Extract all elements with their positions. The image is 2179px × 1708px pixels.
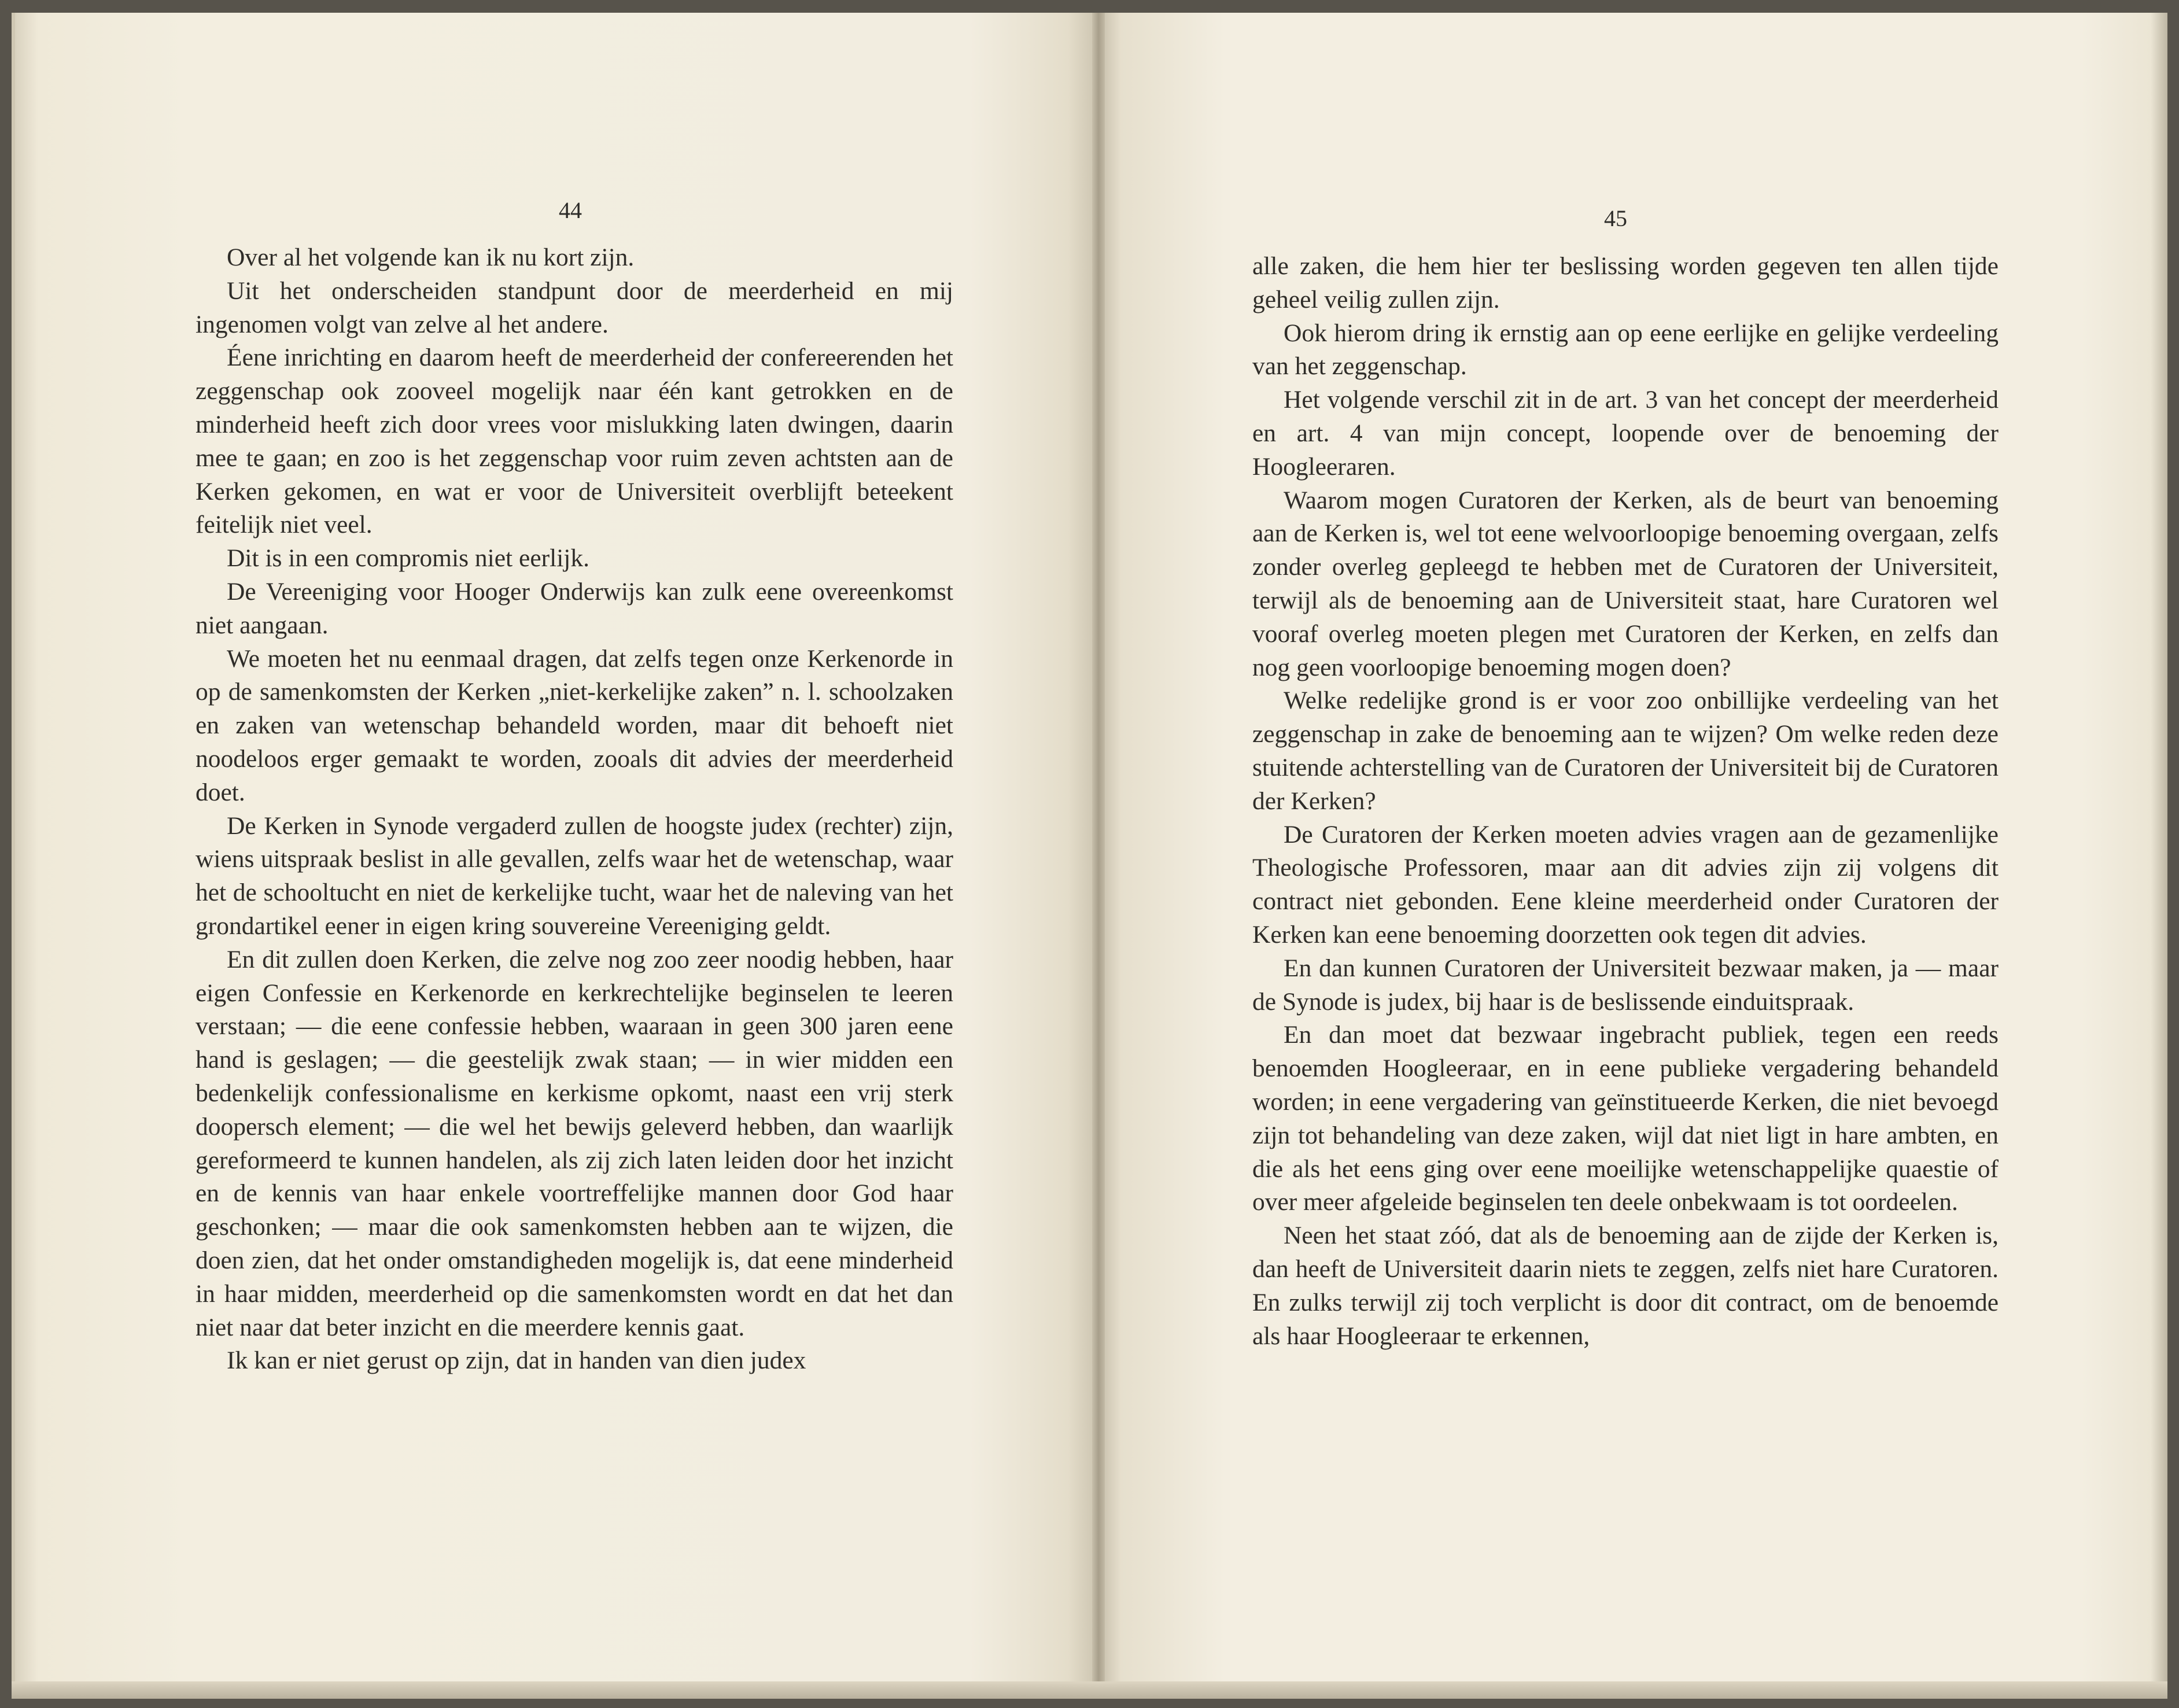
paragraph: En dit zullen doen Kerken, die zelve nog zoo zeer noodig hebben, haar eigen Confessie en Kerkenorde en kerkrechtelijke beginselen te leeren verstaan; — die eene confessie hebben, waaraan in geen 300 jaren eene hand is geslagen; — die geestelijk zwak staan; — in wier midden een bedenkelijk confessionalisme en kerkisme opkomt, naast een vrij sterk doopersch element; — die wel het bewijs geleverd hebben, dan waarlijk gereformeerd te kunnen handelen, als zij zich laten leiden door het inzicht en de kennis van haar enkele voortreffelijke mannen door God haar geschonken; — maar die ook samenkomsten hebben aan te wijzen, die doen zien, dat het onder omstandigheden mogelijk is, dat eene minderheid in haar midden, meerderheid op die samenkomsten wordt en dat het dan niet naar dat beter inzicht en die meerdere kennis gaat. [196, 945, 953, 1341]
paragraph: De Curatoren der Kerken moeten advies vragen aan de gezamenlijke Theologische Professoren, maar aan dit advies zijn zij volgens dit contract niet gebonden. Eene kleine meerderheid onder Curatoren der Kerken kan eene benoeming doorzetten ook tegen dit advies. [1252, 820, 1999, 949]
paragraph: Welke redelijke grond is er voor zoo onbillijke verdeeling van het zeggenschap in zake de benoeming aan te wijzen? Om welke reden deze stuitende achterstelling van de Curatoren der Universiteit bij de Curatoren der Kerken? [1252, 687, 1999, 815]
paragraph: De Kerken in Synode vergaderd zullen de hoogste judex (rechter) zijn, wiens uitspraak beslist in alle gevallen, zelfs waar het de wetenschap, waar het de schooltucht en niet de kerkelijke tucht, waar het de naleving van het grondartikel eener in eigen kring souvereine Vereeniging geldt. [196, 811, 953, 940]
page-body [196, 241, 953, 1378]
paragraph: Over al het volgende kan ik nu kort zijn. [227, 244, 635, 271]
page-number: 44 [559, 197, 582, 223]
paragraph: Éene inrichting en daarom heeft de meerderheid der confereerenden het zeggenschap ook zooveel mogelijk naar één kant getrokken en de minderheid heeft zich door vrees voor mislukking laten dwingen, daarin mee te gaan; en zoo is het zeggenschap voor ruim zeven achtsten aan de Kerken gekomen, en wat er voor de Universiteit overblijft beteekent feitelijk niet veel. [196, 344, 953, 539]
paragraph: alle zaken, die hem hier ter beslissing worden gegeven ten allen tijde geheel veilig zullen zijn. [1252, 252, 1999, 313]
paragraph: Ook hierom dring ik ernstig aan op eene eerlijke en gelijke verdeeling van het zeggenschap. [1252, 319, 1999, 381]
paragraph: En dan kunnen Curatoren der Universiteit bezwaar maken, ja — maar de Synode is judex, bij haar is de beslissende einduitspraak. [1252, 954, 1999, 1016]
paragraph: En dan moet dat bezwaar ingebracht publiek, tegen een reeds benoemden Hoogleeraar, en in eene publieke vergadering behandeld worden; in eene vergadering van geïnstitueerde Kerken, die niet bevoegd zijn tot behandeling van deze zaken, wijl dat niet ligt in hare ambten, en die als het eens ging over eene moeilijke wetenschappelijke quaestie of over meer afgeleide beginselen ten deele onbekwaam is tot oordeelen. [1252, 1021, 1999, 1216]
book-spread [12, 13, 2167, 1699]
paragraph: Uit het onderscheiden standpunt door de meerderheid en mij ingenomen volgt van zelve al het andere. [196, 276, 953, 338]
paragraph: De Vereeniging voor Hooger Onderwijs kan zulk eene overeenkomst niet aangaan. [196, 577, 953, 639]
page-edges [12, 1681, 2167, 1699]
paragraph: Het volgende verschil zit in de art. 3 van het concept der meerderheid en art. 4 van mijn concept, loopende over de benoeming der Hoogleeraren. [1252, 386, 1999, 481]
paragraph: Neen het staat zóó, dat als de benoeming aan de zijde der Kerken is, dan heeft de Universiteit daarin niets te zeggen, zelfs niet hare Curatoren. En zulks terwijl zij toch verplicht is door dit contract, om de benoemde als haar Hoogleeraar te erkennen, [1252, 1222, 1999, 1350]
left-page [12, 13, 1101, 1699]
right-page [1098, 13, 2167, 1699]
paragraph: Dit is in een compromis niet eerlijk. [227, 544, 589, 573]
page-body [1252, 250, 1999, 1353]
paragraph: We moeten het nu eenmaal dragen, dat zelfs tegen onze Kerkenorde in op de samenkomsten der Kerken „niet-kerkelijke zaken” n. l. schoolzaken en zaken van wetenschap behandeld worden, maar dit behoeft niet noodeloos erger gemaakt te worden, zooals dit advies der meerderheid doet. [196, 644, 953, 806]
paragraph: Ik kan er niet gerust op zijn, dat in handen van dien judex [227, 1347, 806, 1375]
book-gutter [1092, 13, 1105, 1699]
paragraph: Waarom mogen Curatoren der Kerken, als de beurt van benoeming aan de Kerken is, wel tot eene welvoorloopige benoeming overgaan, zelfs zonder overleg gepleegd te hebben met de Curatoren der Universiteit, terwijl als de benoeming aan de Universiteit staat, hare Curatoren wel vooraf overleg moeten plegen met Curatoren der Kerken, en zelfs dan nog geen voorloopige benoeming mogen doen? [1252, 486, 1999, 681]
page-number: 45 [1604, 205, 1627, 231]
